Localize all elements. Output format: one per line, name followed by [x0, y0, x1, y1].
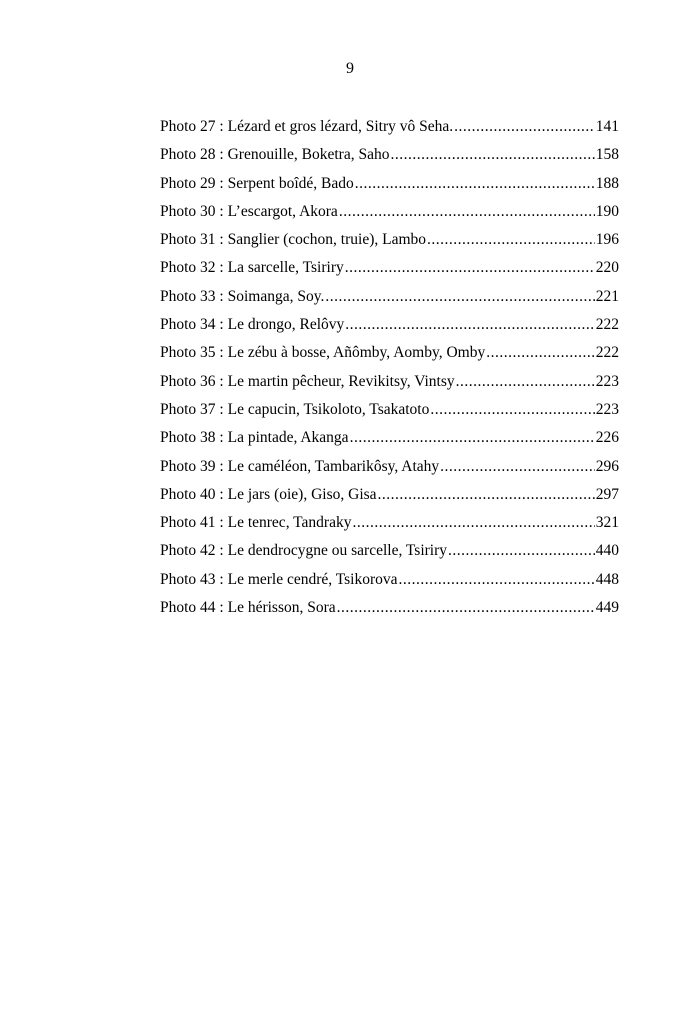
- toc-entry-title: Photo 28 : Grenouille, Boketra, Saho: [160, 146, 390, 164]
- toc-entry-page: 222: [595, 316, 619, 334]
- toc-entry: [160, 571, 619, 599]
- toc-entry-page: 221: [595, 287, 619, 305]
- toc-entry: [160, 429, 619, 457]
- toc-entry-page: 321: [595, 514, 619, 532]
- dot-leader: [486, 344, 595, 362]
- toc-entry-page: 188: [595, 174, 619, 192]
- toc-entry-title: Photo 27 : Lézard et gros lézard, Sitry vô Seha.: [160, 118, 454, 135]
- toc-entry-page: 222: [595, 344, 619, 362]
- toc-entry: [160, 401, 619, 429]
- toc-entry: [160, 514, 619, 542]
- dot-leader: [345, 259, 595, 277]
- toc-entry-title: Photo 30 : L’escargot, Akora: [160, 202, 338, 220]
- toc-entry: [160, 486, 619, 514]
- toc-entry-page: 196: [595, 231, 619, 249]
- toc-entry: [160, 118, 619, 146]
- toc-entry-title: Photo 40 : Le jars (oie), Giso, Gisa: [160, 485, 377, 503]
- toc-entry: [160, 259, 619, 287]
- toc-entry-page: 448: [595, 570, 619, 588]
- toc-entry-title: Photo 37 : Le capucin, Tsikoloto, Tsakatoto: [160, 400, 430, 418]
- toc-entry-title: Photo 33 : Soimanga, Soy.: [160, 287, 325, 305]
- dot-leader: [352, 514, 594, 532]
- toc-entry: [160, 146, 619, 174]
- toc-entry-title: Photo 39 : Le caméléon, Tambarikôsy, Atahy: [160, 457, 440, 475]
- dot-leader: [390, 146, 594, 164]
- toc-entry-title: Photo 34 : Le drongo, Relôvy: [160, 316, 345, 334]
- toc-entry-title: Photo 31 : Sanglier (cochon, truie), Lambo: [160, 231, 427, 249]
- dot-leader: [345, 316, 594, 334]
- toc-entry: [160, 175, 619, 203]
- dot-leader: [448, 542, 595, 560]
- toc-entry-page: 449: [595, 599, 619, 617]
- toc-entry: [160, 599, 619, 627]
- toc-entry-page: 158: [595, 146, 619, 164]
- dot-leader: [427, 231, 595, 249]
- page-number: 9: [346, 60, 354, 77]
- dot-leader: [399, 571, 595, 589]
- toc-entry-title: Photo 43 : Le merle cendré, Tsikorova: [160, 570, 398, 588]
- dot-leader: [378, 486, 595, 504]
- toc-entry: [160, 373, 619, 401]
- dot-leader: [456, 373, 595, 391]
- dot-leader: [355, 175, 595, 193]
- toc-entry-title: Photo 41 : Le tenrec, Tandraky: [160, 514, 352, 532]
- toc-entry-page: 220: [595, 259, 619, 277]
- toc-entry-page: 223: [595, 372, 619, 390]
- toc-entry-page: 141: [595, 118, 619, 135]
- toc-entry-title: Photo 29 : Serpent boîdé, Bado: [160, 174, 354, 192]
- toc-entry-page: 296: [595, 457, 619, 475]
- toc-entry: [160, 542, 619, 570]
- dot-leader: [337, 599, 595, 617]
- toc-entry: [160, 316, 619, 344]
- toc-entry-page: 440: [595, 542, 619, 560]
- toc-entry-title: Photo 32 : La sarcelle, Tsiriry: [160, 259, 344, 277]
- toc-entry-page: 190: [595, 202, 619, 220]
- toc-entry-title: Photo 35 : Le zébu à bosse, Añômby, Aomby, Omby: [160, 344, 486, 362]
- toc-entry-title: Photo 38 : La pintade, Akanga: [160, 429, 349, 447]
- toc-entry-title: Photo 36 : Le martin pêcheur, Revikitsy, Vintsy: [160, 372, 455, 390]
- toc-entry: [160, 231, 619, 259]
- dot-leader: [325, 288, 594, 306]
- dot-leader: [454, 118, 595, 136]
- toc-entry: [160, 288, 619, 316]
- toc-entry: [160, 203, 619, 231]
- dot-leader: [430, 401, 594, 419]
- toc-entry-title: Photo 42 : Le dendrocygne ou sarcelle, Tsiriry: [160, 542, 448, 560]
- dot-leader: [440, 458, 595, 476]
- toc-entry: [160, 344, 619, 372]
- toc-entry-page: 226: [595, 429, 619, 447]
- toc-entry: [160, 458, 619, 486]
- dot-leader: [339, 203, 595, 221]
- toc-entry-page: 297: [595, 485, 619, 503]
- toc-entry-title: Photo 44 : Le hérisson, Sora: [160, 599, 336, 617]
- toc-entry-page: 223: [595, 400, 619, 418]
- list-of-photos: [160, 118, 619, 627]
- dot-leader: [350, 429, 595, 447]
